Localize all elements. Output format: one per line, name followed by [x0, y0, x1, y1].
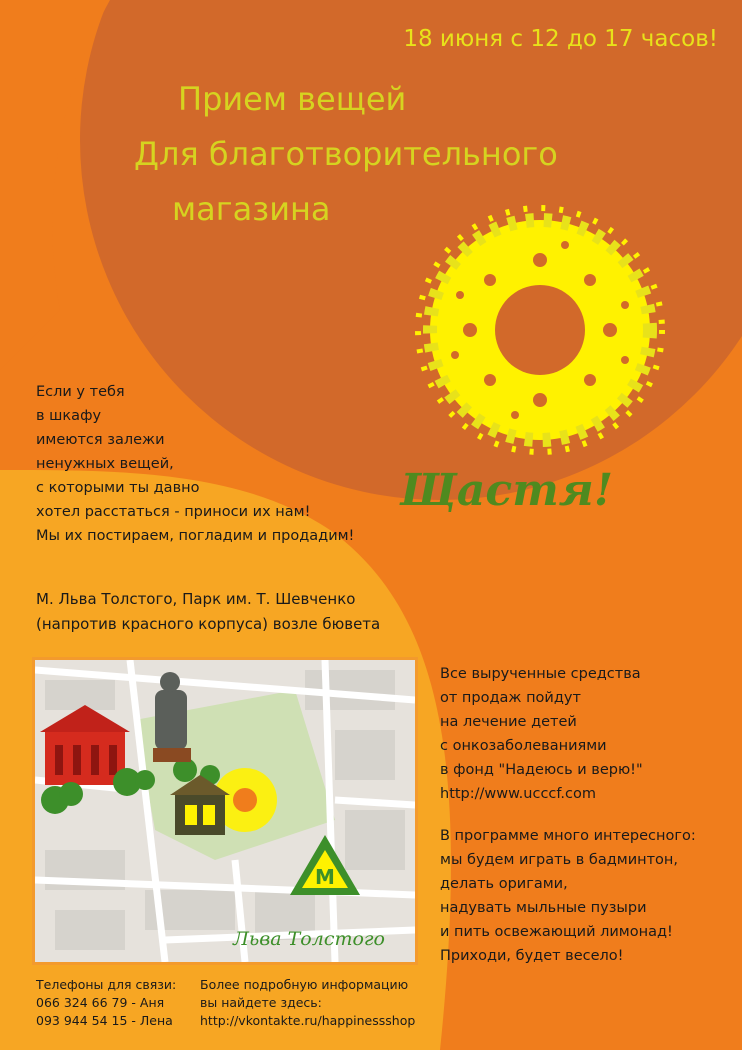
more-info-line: Более подробную информацию	[200, 977, 409, 992]
info-text	[440, 662, 696, 968]
location-map	[32, 657, 418, 965]
donation-line: Все вырученные средства	[440, 666, 641, 682]
contacts	[36, 976, 176, 1030]
program-line: делать оригами,	[440, 876, 568, 892]
intro-line: Мы их постираем, погладим и продадим!	[36, 528, 355, 544]
phone-number: 066 324 66 79 - Аня	[36, 995, 165, 1010]
address	[36, 587, 380, 637]
happiness-logo	[390, 205, 682, 525]
logo-text: Щастя!	[400, 465, 614, 516]
address-line: (напротив красного корпуса) возле бювета	[36, 615, 381, 633]
donation-link[interactable]: http://www.ucccf.com	[440, 786, 597, 802]
phone-number: 093 944 54 15 - Лена	[36, 1013, 173, 1028]
title-line-2: Для благотворительного	[134, 135, 558, 173]
contacts-line: Телефоны для связи:	[36, 977, 177, 992]
intro-line: в шкафу	[36, 408, 102, 424]
more-info-line: вы найдете здесь:	[200, 995, 322, 1010]
intro-line: с которыми ты давно	[36, 480, 200, 496]
map-drawing	[35, 660, 415, 962]
donation-line: на лечение детей	[440, 714, 577, 730]
program-line: и пить освежающий лимонад!	[440, 924, 673, 940]
more-info-link[interactable]: http://vkontakte.ru/happinessshop	[200, 1013, 416, 1028]
address-line: М. Льва Толстого, Парк им. Т. Шевченко	[36, 590, 356, 608]
intro-line: Если у тебя	[36, 384, 125, 400]
title-line-1: Прием вещей	[178, 80, 407, 118]
donation-line: от продаж пойдут	[440, 690, 581, 706]
intro-line: хотел расстаться - приноси их нам!	[36, 504, 311, 520]
program-line: мы будем играть в бадминтон,	[440, 852, 679, 868]
event-date: 18 июня с 12 до 17 часов!	[403, 26, 718, 52]
more-info	[200, 976, 415, 1030]
intro-line: имеются залежи	[36, 432, 165, 448]
program-line: В программе много интересного:	[440, 828, 696, 844]
metro-label: Льва Толстого	[233, 928, 385, 950]
program-line: Приходи, будет весело!	[440, 948, 624, 964]
intro-text	[36, 380, 354, 548]
program-line: надувать мыльные пузыри	[440, 900, 647, 916]
title-line-3: магазина	[172, 190, 331, 228]
donation-line: с онкозаболеваниями	[440, 738, 607, 754]
sun-icon	[418, 208, 662, 452]
intro-line: ненужных вещей,	[36, 456, 174, 472]
donation-line: в фонд "Надеюсь и верю!"	[440, 762, 643, 778]
svg-text:M: M	[315, 865, 335, 889]
